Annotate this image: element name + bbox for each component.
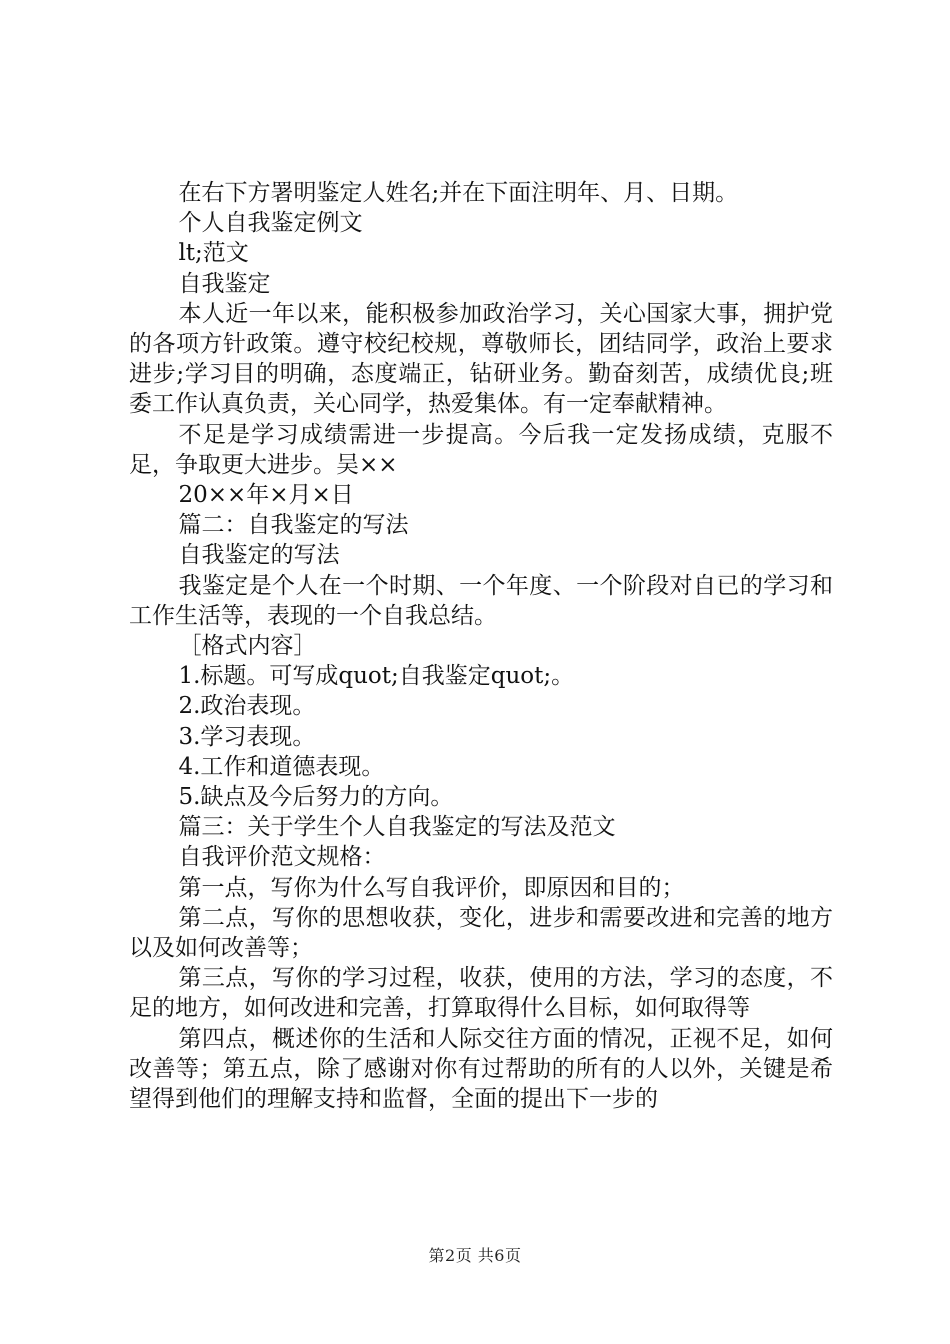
paragraph: 第二点，写你的思想收获，变化，进步和需要改进和完善的地方以及如何改善等；: [129, 904, 833, 962]
heading-example: 个人自我鉴定例文: [178, 210, 363, 237]
date-line: 20××年×月×日: [178, 482, 354, 509]
format-heading: ［格式内容］: [178, 633, 317, 660]
list-item: 3.学习表现。: [178, 723, 316, 750]
paragraph: 第四点，概述你的生活和人际交往方面的情况，正视不足，如何改善等；第五点，除了感谢对你有过帮助的所有的人以外，关键是希望得到他们的理解支持和监督，全面的提出下一步的: [129, 1025, 833, 1113]
section-heading-3: 篇三：关于学生个人自我鉴定的写法及范文: [178, 814, 616, 841]
paragraph: 自我评价范文规格：: [178, 844, 386, 871]
section-heading-2: 篇二：自我鉴定的写法: [178, 512, 409, 539]
paragraph: 在右下方署明鉴定人姓名;并在下面注明年、月、日期。: [178, 180, 739, 206]
page-footer: 第2页 共6页: [428, 1246, 522, 1265]
heading-self-assessment: 自我鉴定: [178, 270, 271, 297]
paragraph: 不足是学习成绩需进一步提高。今后我一定发扬成绩，克服不足，争取更大进步。吴××: [129, 421, 833, 478]
paragraph: lt;范文: [178, 240, 249, 267]
document-body: [129, 178, 833, 1114]
list-item: 4.工作和道德表现。: [178, 753, 385, 780]
paragraph: 我鉴定是个人在一个时期、一个年度、一个阶段对自已的学习和工作生活等，表现的一个自我总结。: [129, 572, 833, 629]
paragraph: 第三点，写你的学习过程，收获，使用的方法，学习的态度，不足的地方，如何改进和完善，打算取得什么目标，如何取得等: [129, 965, 833, 1022]
list-item: 5.缺点及今后努力的方向。: [178, 784, 454, 811]
paragraph: 自我鉴定的写法: [178, 542, 340, 569]
paragraph: 本人近一年以来，能积极参加政治学习，关心国家大事，拥护党的各项方针政策。遵守校纪校规，尊敬师长，团结同学，政治上要求进步;学习目的明确，态度端正，钻研业务。勤奋刻苦，成绩优良;班委工作认真负责，关心同学，热爱集体。有一定奉献精神。: [129, 300, 833, 418]
paragraph: 第一点，写你为什么写自我评价，即原因和目的；: [178, 874, 685, 901]
list-item: 1.标题。可写成quot;自我鉴定quot;。: [178, 663, 575, 690]
list-item: 2.政治表现。: [178, 693, 316, 720]
